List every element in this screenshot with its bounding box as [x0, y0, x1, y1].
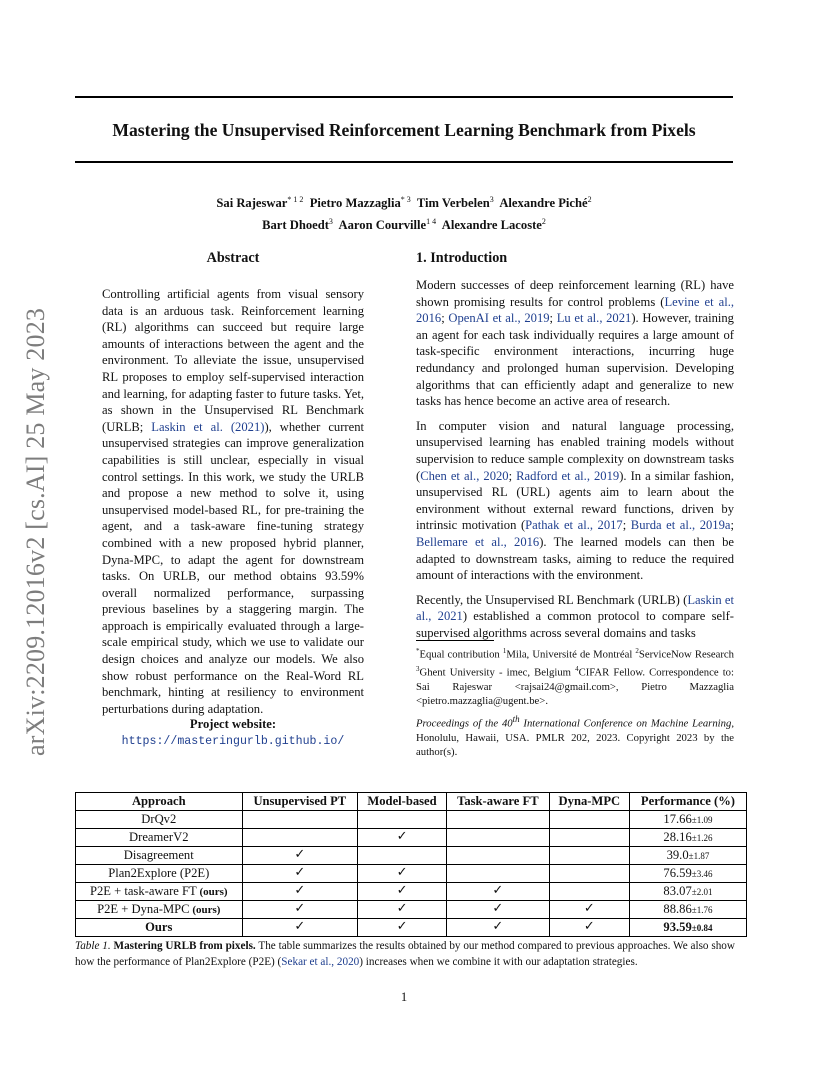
check-icon: ✓ [358, 864, 447, 882]
proceedings-ordinal: th [512, 714, 520, 724]
table-row [76, 882, 747, 900]
check-icon: ✓ [358, 882, 447, 900]
empty-cell [446, 864, 549, 882]
performance-cell: 76.59±3.46 [629, 864, 746, 882]
citation-link[interactable]: Laskin et al. (2021) [151, 419, 265, 434]
author-affiliation: 3 [489, 195, 494, 204]
footnote-text: Equal contribution [419, 648, 503, 661]
table-row [76, 900, 747, 918]
citation-link[interactable]: Laskin et al., 2021 [416, 592, 735, 624]
performance-cell: 93.59±0.84 [629, 918, 746, 936]
approach-cell: DreamerV2 [76, 828, 243, 846]
table-row [76, 864, 747, 882]
ours-tag: (ours) [196, 885, 228, 898]
citation-link[interactable]: OpenAI et al., 2019 [448, 311, 550, 326]
table-caption [75, 938, 735, 971]
check-icon: ✓ [358, 828, 447, 846]
table-row [76, 846, 747, 864]
table-row [76, 810, 747, 828]
abstract-heading: Abstract [206, 250, 260, 266]
proceedings-number: 40 [501, 717, 513, 730]
footnote-mark: 1 [502, 647, 507, 655]
author: Sai Rajeswar [216, 196, 288, 211]
author-affiliation: 2 [587, 195, 592, 204]
footnote-mark: 3 [416, 664, 420, 673]
author-affiliation: 2 [541, 216, 546, 226]
author: Alexandre Piché [499, 196, 588, 211]
author-line-1 [75, 191, 733, 213]
check-icon: ✓ [358, 900, 447, 918]
performance-cell: 83.07±2.01 [629, 882, 746, 900]
intro-paragraph [416, 418, 734, 584]
intro-text: ). In a similar fashion, unsupervised RL (URL) agents aim to learn about the environment without external reward functions, driven by intrinsic motivation ( [416, 468, 734, 533]
check-icon: ✓ [446, 900, 549, 918]
abstract-text: ), whether current unsupervised strategies can improve generalization capabilities is still unclear, especially in visual control settings. In this work, we study the URLB and propose a new method to solve it, using unsupervised model-based RL, for pre-training the agent, and a task-aware fine-tuning strategy combined with a new proposed hybrid planner, Dyna-MPC, to adapt the agent for downstream tasks. On URLB, our method obtains 93.59% overall normalized performance, surpassing previous baselines by a staggering margin. The approach is empirically evaluated through a large-scale empirical study, which we use to validate our design choices and analyze our models. We also show robust performance on the Real-Word RL benchmark, hinting at resiliency to environment perturbations during adaptation. [102, 419, 364, 716]
check-icon: ✓ [242, 864, 358, 882]
performance-cell: 17.66±1.09 [629, 810, 746, 828]
empty-cell [549, 810, 629, 828]
empty-cell [549, 846, 629, 864]
proceedings-text: Proceedings of the [416, 717, 502, 730]
intro-text: ). However, training an agent for each task individually requires a large amount of task-specific environment interactions, incurring huge redundancy and prolonged human supervision. Developing algorithms that can efficiently adapt and generalize to new tasks has hence become an active area of research. [416, 311, 734, 409]
empty-cell [242, 810, 358, 828]
column-header: Performance (%) [629, 793, 746, 811]
empty-cell [358, 810, 447, 828]
page-number: 1 [400, 990, 408, 1004]
std-error: ±3.46 [691, 868, 713, 879]
std-error: ±1.09 [691, 814, 713, 825]
std-error: ±1.76 [691, 904, 713, 915]
approach-cell: P2E + Dyna-MPC (ours) [76, 900, 243, 918]
citation-link[interactable]: Bellemare et al., 2016 [416, 534, 540, 549]
results-table [75, 792, 747, 937]
citation-separator: ; [622, 518, 631, 533]
std-error: ±2.01 [691, 886, 713, 897]
empty-cell [358, 846, 447, 864]
footnote-text: Mila, Université de Montréal [506, 648, 636, 661]
check-icon: ✓ [242, 882, 358, 900]
citation-link[interactable]: Burda et al., 2019a [630, 518, 731, 533]
check-icon: ✓ [549, 900, 629, 918]
column-header: Task-aware FT [446, 793, 549, 811]
citation-separator: ; [549, 311, 557, 326]
footnote-rule [416, 640, 494, 641]
footnote-mark: 2 [635, 647, 639, 655]
citation-link[interactable]: Radford et al., 2019 [516, 468, 620, 483]
empty-cell [446, 828, 549, 846]
author: Bart Dhoedt [262, 217, 329, 232]
performance-cell: 28.16±1.26 [629, 828, 746, 846]
intro-text: Modern successes of deep reinforcement learning (RL) have shown promising results for control problems ( [416, 278, 734, 309]
author-line-2 [75, 213, 733, 235]
check-icon: ✓ [549, 918, 629, 936]
author: Alexandre Lacoste [441, 217, 542, 232]
ours-tag: (ours) [189, 903, 221, 916]
table-row [76, 828, 747, 846]
title-top-rule [75, 96, 733, 98]
intro-text: ) established a common protocol to compare self-supervised algorithms across several domains and tasks [416, 609, 734, 640]
empty-cell [549, 864, 629, 882]
affiliations-footnote [416, 644, 734, 709]
column-header: Dyna-MPC [549, 793, 629, 811]
citation-separator: ; [730, 518, 734, 533]
intro-paragraph [416, 277, 734, 410]
table-header-row [76, 793, 747, 811]
arxiv-stamp: arXiv:2209.12016v2 [cs.AI] 25 May 2023 [21, 307, 50, 756]
citation-link[interactable]: Lu et al., 2021 [556, 311, 632, 326]
column-header: Approach [76, 793, 243, 811]
title-bottom-rule [75, 161, 733, 163]
project-website-link[interactable]: https://masteringurlb.github.io/ [121, 735, 345, 748]
footnote-text: CIFAR Fellow. Correspondence to: Sai Rajeswar <rajsai24@gmail.com>, Pietro Mazzaglia <pietro.mazzaglia@ugent.be>. [416, 666, 734, 708]
intro-paragraph [416, 592, 734, 642]
empty-cell [549, 882, 629, 900]
approach-cell: Plan2Explore (P2E) [76, 864, 243, 882]
author: Pietro Mazzaglia [309, 196, 401, 211]
empty-cell [242, 828, 358, 846]
intro-text: In computer vision and natural language processing, unsupervised learning has enabled training models without supervision to reduce sample complexity on downstream tasks ( [416, 418, 734, 483]
citation-link[interactable]: Pathak et al., 2017 [525, 518, 623, 533]
author-affiliation: * 1 2 [287, 195, 304, 204]
check-icon: ✓ [242, 900, 358, 918]
caption-bold: Mastering URLB from pixels. [113, 940, 256, 952]
author: Tim Verbelen [416, 196, 490, 211]
author: Aaron Courville [338, 217, 427, 232]
empty-cell [446, 810, 549, 828]
citation-separator: ; [508, 468, 517, 483]
performance-cell: 88.86±1.76 [629, 900, 746, 918]
check-icon: ✓ [242, 846, 358, 864]
introduction-heading: 1. Introduction [416, 250, 508, 266]
citation-link[interactable]: Sekar et al., 2020 [281, 956, 360, 969]
author-affiliation: 3 [328, 216, 333, 226]
footnote-mark: * [416, 647, 420, 655]
footnote-text: Ghent University - imec, Belgium [419, 666, 576, 679]
author-affiliation: 1 4 [426, 216, 437, 226]
intro-text: Recently, the Unsupervised RL Benchmark (URLB) ( [416, 592, 688, 607]
caption-text: The table summarizes the results obtained by our method compared to previous approaches. We also show how the performance of Plan2Explore (P2E) ( [75, 940, 735, 969]
project-website-heading: Project website: [189, 717, 277, 731]
check-icon: ✓ [358, 918, 447, 936]
proceedings-text: International Conference on Machine Learning [519, 717, 732, 730]
std-error: ±1.87 [688, 850, 710, 861]
empty-cell [446, 846, 549, 864]
check-icon: ✓ [242, 918, 358, 936]
citation-link[interactable]: Levine et al., 2016 [416, 294, 734, 326]
caption-label: Table 1. [75, 940, 114, 952]
introduction-body [416, 277, 734, 649]
approach-cell: DrQv2 [76, 810, 243, 828]
proceedings-text: , Honolulu, Hawaii, USA. PMLR 202, 2023. Copyright 2023 by the author(s). [416, 717, 734, 759]
approach-cell: Ours [76, 918, 243, 936]
footnote-text: ServiceNow Research [638, 648, 735, 661]
column-header: Model-based [358, 793, 447, 811]
intro-text: ). The learned models can then be adapted to downstream tasks, aiming to reduce the required amount of interactions with the environment. [416, 534, 734, 583]
std-error: ±0.84 [691, 922, 713, 933]
author-affiliation: * 3 [400, 195, 411, 204]
citation-link[interactable]: Chen et al., 2020 [420, 468, 509, 483]
footnote-mark: 4 [575, 664, 579, 673]
proceedings-notice [416, 712, 734, 760]
citation-separator: ; [441, 311, 449, 326]
std-error: ±1.26 [691, 832, 713, 843]
empty-cell [549, 828, 629, 846]
paper-title: Mastering the Unsupervised Reinforcement Learning Benchmark from Pixels [112, 120, 696, 140]
approach-cell: P2E + task-aware FT (ours) [76, 882, 243, 900]
check-icon: ✓ [446, 882, 549, 900]
author-list [75, 191, 733, 234]
abstract-text: Controlling artificial agents from visual sensory data is an arduous task. Reinforcement learning (RL) algorithms can succeed but require large amounts of interactions between the agent and the environment. To alleviate the issue, unsupervised RL proposes to employ self-supervised interaction and learning, for adapting faster to future tasks. Yet, as shown in the Unsupervised RL Benchmark (URLB; [102, 287, 364, 434]
table-row [76, 918, 747, 936]
column-header: Unsupervised PT [242, 793, 358, 811]
caption-text: ) increases when we combine it with our adaptation strategies. [359, 956, 638, 969]
approach-cell: Disagreement [76, 846, 243, 864]
table-body [76, 810, 747, 936]
check-icon: ✓ [446, 918, 549, 936]
abstract-body [102, 286, 364, 717]
performance-cell: 39.0±1.87 [629, 846, 746, 864]
